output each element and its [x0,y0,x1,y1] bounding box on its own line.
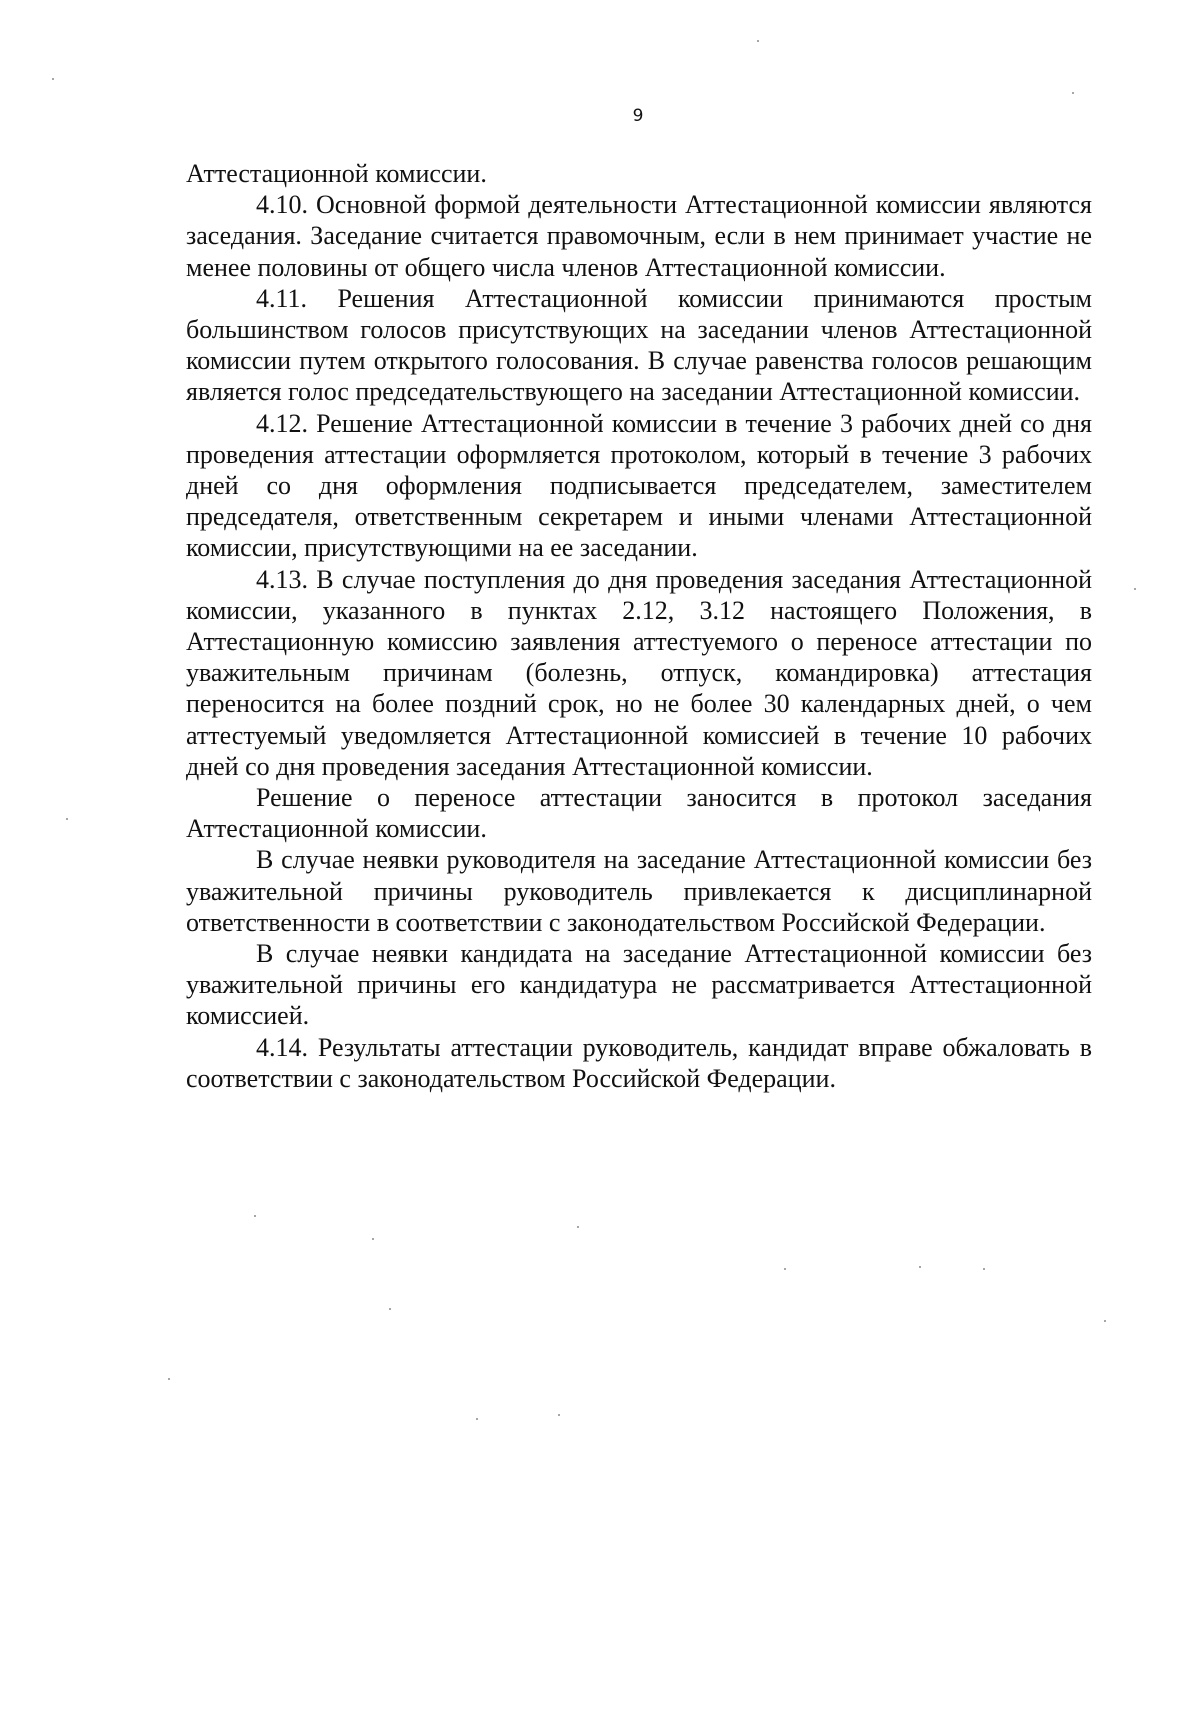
paragraph-4-12: 4.12. Решение Аттестационной комиссии в течение 3 рабочих дней со дня проведения аттестации оформляется протоколом, который в течение 3 рабочих дней со дня оформления подписывается председателем, заместителем председателя, ответственным секретарем и иными членами Аттестационной комиссии, присутствующими на ее заседании. [186,408,1092,563]
scan-speck [476,1418,478,1420]
scan-speck [1104,1320,1106,1322]
scan-speck [372,1238,374,1240]
scan-speck [254,1215,256,1217]
scan-speck [1072,92,1074,94]
paragraph-continuation: Аттестационной комиссии. [186,159,487,188]
scan-speck [919,1266,921,1268]
scan-speck [1134,588,1136,590]
scan-speck [558,1414,560,1416]
paragraph-head-absence: В случае неявки руководителя на заседание Аттестационной комиссии без уважительной причины руководитель привлекается к дисциплинарной ответственности в соответствии с законодательством Российской Федерации. [186,845,1092,937]
scan-speck [983,1268,985,1270]
paragraph-candidate-absence: В случае неявки кандидата на заседание Аттестационной комиссии без уважительной причины его кандидатура не рассматривается Аттестационной комиссией. [186,939,1092,1031]
scan-speck [168,1378,170,1380]
scan-speck [757,40,759,42]
document-body [186,158,1092,1094]
scan-speck [66,818,68,820]
paragraph-postponement-decision: Решение о переносе аттестации заносится в протокол заседания Аттестационной комиссии. [186,783,1092,844]
paragraph-4-11: 4.11. Решения Аттестационной комиссии принимаются простым большинством голосов присутствующих на заседании членов Аттестационной комиссии путем открытого голосования. В случае равенства голосов решающим является голос председательствующего на заседании Аттестационной комиссии. [186,283,1092,407]
scan-speck [577,1226,579,1228]
scan-speck [784,1268,786,1270]
paragraph-4-10: 4.10. Основной формой деятельности Аттестационной комиссии являются заседания. Заседание считается правомочным, если в нем принимает участие не менее половины от общего числа членов Аттестационной комиссии. [186,190,1092,282]
paragraph-4-14: 4.14. Результаты аттестации руководитель, кандидат вправе обжаловать в соответствии с законодательством Российской Федерации. [186,1032,1092,1093]
paragraph-4-13: 4.13. В случае поступления до дня проведения заседания Аттестационной комиссии, указанного в пунктах 2.12, 3.12 настоящего Положения, в Аттестационную комиссию заявления аттестуемого о переносе аттестации по уважительным причинам (болезнь, отпуск, командировка) аттестация переносится на более поздний срок, но не более 30 календарных дней, о чем аттестуемый уведомляется Аттестационной комиссией в течение 10 рабочих дней со дня проведения заседания Аттестационной комиссии. [186,564,1092,781]
page-number: 9 [632,106,644,126]
scan-speck [389,1308,391,1310]
scan-speck [52,78,54,80]
